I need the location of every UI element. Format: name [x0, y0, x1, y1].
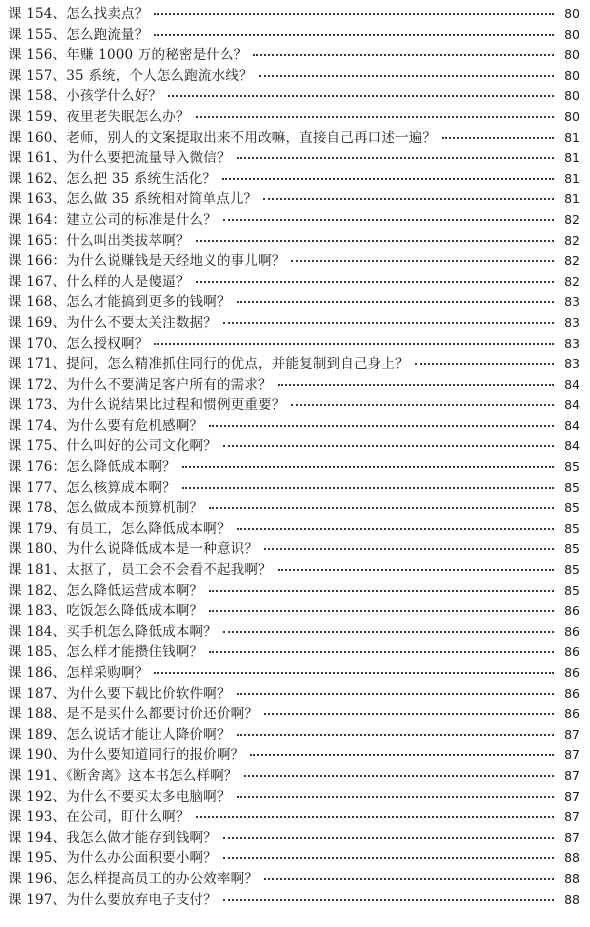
- toc-entry: [8, 416, 580, 437]
- toc-entry-title: 课 156、年赚 1000 万的秘密是什么？: [8, 47, 248, 64]
- toc-entry-title: 课 160、老师，别人的文案提取出来不用改嘛，直接自己再口述一遍？: [8, 129, 437, 146]
- dot-leader: [244, 774, 554, 777]
- toc-entry-title: 课 170、怎么授权啊？: [8, 335, 149, 352]
- dot-leader: [222, 177, 554, 180]
- toc-entry-title: 课 174、为什么要有危机感啊？: [8, 417, 204, 434]
- toc-entry-title: 课 182、怎么降低运营成本啊？: [8, 582, 204, 599]
- toc-entry: [8, 231, 580, 252]
- toc-entry-page-number: 81: [564, 150, 580, 166]
- toc-entry-title: 课 175、什么叫好的公司文化啊？: [8, 438, 217, 455]
- dot-leader: [209, 589, 554, 592]
- toc-entry-title: 课 194、我怎么做才能存到钱啊？: [8, 829, 217, 846]
- dot-leader: [264, 712, 554, 715]
- toc-entry: [8, 663, 580, 684]
- toc-entry: [8, 45, 580, 66]
- dot-leader: [253, 53, 554, 56]
- toc-entry-page-number: 87: [564, 767, 580, 783]
- toc-entry: [8, 210, 580, 231]
- dot-leader: [154, 671, 554, 674]
- toc-entry-page-number: 86: [564, 685, 580, 701]
- dot-leader: [223, 856, 554, 859]
- dot-leader: [259, 74, 554, 77]
- toc-entry: [8, 251, 580, 272]
- toc-entry-page-number: 85: [564, 479, 580, 495]
- dot-leader: [250, 753, 554, 756]
- toc-entry-page-number: 87: [564, 747, 580, 763]
- dot-leader: [264, 547, 554, 550]
- toc-entry-page-number: 83: [564, 294, 580, 310]
- dot-leader: [209, 650, 554, 653]
- toc-entry-page-number: 84: [564, 397, 580, 413]
- dot-leader: [415, 362, 554, 365]
- dot-leader: [223, 444, 554, 447]
- toc-entry-page-number: 83: [564, 335, 580, 351]
- toc-entry-title: 课 185、怎么样才能攒住钱啊？: [8, 644, 204, 661]
- toc-entry-page-number: 87: [564, 829, 580, 845]
- table-of-contents: [8, 4, 580, 910]
- dot-leader: [237, 300, 554, 303]
- toc-entry-page-number: 82: [564, 253, 580, 269]
- toc-entry: [8, 622, 580, 643]
- toc-entry: [8, 787, 580, 808]
- toc-entry: [8, 498, 580, 519]
- toc-entry-page-number: 86: [564, 603, 580, 619]
- dot-leader: [264, 877, 554, 880]
- toc-entry-title: 课 159、夜里老失眠怎么办？: [8, 108, 190, 125]
- toc-entry-title: 课 179、有员工，怎么降低成本啊？: [8, 520, 231, 537]
- toc-entry-title: 课 193、在公司，盯什么啊？: [8, 809, 190, 826]
- toc-entry-page-number: 86: [564, 623, 580, 639]
- toc-entry: [8, 704, 580, 725]
- toc-entry: [8, 560, 580, 581]
- dot-leader: [154, 12, 554, 15]
- dot-leader: [209, 506, 554, 509]
- toc-entry: [8, 519, 580, 540]
- dot-leader: [154, 33, 554, 36]
- toc-entry-title: 课 167、什么样的人是傻逼？: [8, 273, 190, 290]
- toc-entry-page-number: 82: [564, 211, 580, 227]
- toc-entry-title: 课 188、是不是买什么都要讨价还价啊？: [8, 706, 259, 723]
- dot-leader: [196, 280, 554, 283]
- toc-entry: [8, 86, 580, 107]
- toc-entry: [8, 375, 580, 396]
- toc-entry: [8, 848, 580, 869]
- toc-entry-title: 课 190、为什么要知道同行的报价啊？: [8, 747, 245, 764]
- toc-entry-page-number: 84: [564, 438, 580, 454]
- dot-leader: [278, 383, 554, 386]
- toc-entry-title: 课 183、吃饭怎么降低成本啊？: [8, 603, 204, 620]
- toc-entry-title: 课 169、为什么不要太关注数据？: [8, 314, 217, 331]
- toc-entry-page-number: 84: [564, 376, 580, 392]
- toc-entry: [8, 642, 580, 663]
- dot-leader: [209, 424, 554, 427]
- toc-entry-title: 课 177、怎么核算成本啊？: [8, 479, 176, 496]
- dot-leader: [291, 403, 554, 406]
- toc-entry-title: 课 155、怎么跑流量？: [8, 26, 149, 43]
- toc-entry-page-number: 88: [564, 850, 580, 866]
- toc-entry: [8, 890, 580, 911]
- toc-entry: [8, 66, 580, 87]
- dot-leader: [223, 218, 554, 221]
- toc-entry-title: 课 187、为什么要下载比价软件啊？: [8, 685, 231, 702]
- toc-entry: [8, 189, 580, 210]
- toc-entry-page-number: 81: [564, 129, 580, 145]
- toc-entry-title: 课 196、怎么样提高员工的办公效率啊？: [8, 870, 259, 887]
- toc-entry-page-number: 85: [564, 500, 580, 516]
- toc-entry-page-number: 80: [564, 47, 580, 63]
- dot-leader: [168, 94, 554, 97]
- toc-entry-page-number: 84: [564, 417, 580, 433]
- toc-entry-page-number: 85: [564, 562, 580, 578]
- toc-entry: [8, 354, 580, 375]
- toc-entry-page-number: 83: [564, 356, 580, 372]
- toc-entry-title: 课 184、买手机怎么降低成本啊？: [8, 623, 217, 640]
- toc-entry: [8, 334, 580, 355]
- toc-entry: [8, 684, 580, 705]
- dot-leader: [291, 259, 554, 262]
- toc-entry-title: 课 191、《断舍离》这本书怎么样啊？: [8, 767, 238, 784]
- toc-entry-page-number: 81: [564, 191, 580, 207]
- toc-entry: [8, 292, 580, 313]
- toc-entry-title: 课 172、为什么不要满足客户所有的需求？: [8, 376, 272, 393]
- toc-entry-title: 课 164：建立公司的标准是什么？: [8, 211, 217, 228]
- toc-entry-title: 课 163、怎么做 35 系统相对简单点儿？: [8, 191, 258, 208]
- toc-entry-page-number: 80: [564, 6, 580, 21]
- toc-entry: [8, 395, 580, 416]
- dot-leader: [237, 733, 554, 736]
- toc-entry-title: 课 195、为什么办公面积要小啊？: [8, 850, 217, 867]
- toc-entry-page-number: 85: [564, 582, 580, 598]
- toc-entry: [8, 313, 580, 334]
- toc-entry: [8, 25, 580, 46]
- toc-entry-page-number: 88: [564, 870, 580, 886]
- dot-leader: [223, 836, 554, 839]
- dot-leader: [223, 898, 554, 901]
- toc-entry-title: 课 197、为什么要放弃电子支付？: [8, 891, 217, 908]
- toc-entry-page-number: 83: [564, 314, 580, 330]
- dot-leader: [196, 815, 554, 818]
- toc-entry-title: 课 162、怎么把 35 系统生活化？: [8, 170, 217, 187]
- toc-entry-page-number: 87: [564, 809, 580, 825]
- toc-entry-title: 课 176：怎么降低成本啊？: [8, 459, 176, 476]
- toc-entry: [8, 478, 580, 499]
- dot-leader: [182, 486, 554, 489]
- toc-entry-title: 课 166：为什么说赚钱是天经地义的事儿啊？: [8, 253, 286, 270]
- toc-entry-page-number: 80: [564, 88, 580, 104]
- toc-entry-title: 课 168、怎么才能搞到更多的钱啊？: [8, 294, 231, 311]
- toc-entry-page-number: 80: [564, 26, 580, 42]
- toc-entry-title: 课 189、怎么说话才能让人降价啊？: [8, 726, 231, 743]
- toc-entry-title: 课 165：什么叫出类拔萃啊？: [8, 232, 190, 249]
- toc-entry-title: 课 180、为什么说降低成本是一种意识？: [8, 541, 259, 558]
- toc-entry-page-number: 82: [564, 273, 580, 289]
- toc-entry-page-number: 85: [564, 520, 580, 536]
- dot-leader: [237, 692, 554, 695]
- dot-leader: [223, 321, 554, 324]
- toc-entry-page-number: 82: [564, 232, 580, 248]
- toc-entry: [8, 539, 580, 560]
- toc-entry: [8, 169, 580, 190]
- dot-leader: [154, 342, 554, 345]
- toc-entry-title: 课 154、怎么找卖点？: [8, 6, 149, 22]
- dot-leader: [237, 527, 554, 530]
- toc-entry: [8, 766, 580, 787]
- toc-entry-page-number: 87: [564, 788, 580, 804]
- toc-entry-page-number: 85: [564, 459, 580, 475]
- toc-entry-page-number: 87: [564, 726, 580, 742]
- dot-leader: [263, 197, 554, 200]
- toc-entry: [8, 807, 580, 828]
- toc-entry-title: 课 157、35 系统，个人怎么跑流水线？: [8, 67, 253, 84]
- dot-leader: [442, 136, 554, 139]
- dot-leader: [196, 115, 554, 118]
- toc-entry-page-number: 85: [564, 541, 580, 557]
- toc-entry: [8, 148, 580, 169]
- toc-entry-page-number: 80: [564, 108, 580, 124]
- dot-leader: [209, 609, 554, 612]
- dot-leader: [237, 156, 554, 159]
- toc-entry: [8, 725, 580, 746]
- toc-entry-title: 课 181、太抠了，员工会不会看不起我啊？: [8, 562, 272, 579]
- toc-entry: [8, 828, 580, 849]
- toc-entry: [8, 272, 580, 293]
- toc-entry-title: 课 171、提问，怎么精准抓住同行的优点，并能复制到自己身上？: [8, 356, 409, 373]
- toc-entry: [8, 869, 580, 890]
- toc-entry-title: 课 178、怎么做成本预算机制？: [8, 500, 204, 517]
- dot-leader: [278, 568, 554, 571]
- toc-entry-page-number: 86: [564, 665, 580, 680]
- dot-leader: [196, 239, 554, 242]
- toc-entry-title: 课 158、小孩学什么好？: [8, 88, 163, 105]
- toc-entry: [8, 457, 580, 478]
- toc-entry-title: 课 192、为什么不要买太多电脑啊？: [8, 788, 231, 805]
- dot-leader: [223, 630, 554, 633]
- toc-entry: [8, 601, 580, 622]
- toc-entry: [8, 4, 580, 25]
- toc-entry: [8, 745, 580, 766]
- toc-entry: [8, 581, 580, 602]
- toc-entry-title: 课 173、为什么说结果比过程和惯例更重要？: [8, 397, 286, 414]
- toc-entry-title: 课 161、为什么要把流量导入微信？: [8, 150, 231, 167]
- toc-entry-page-number: 81: [564, 170, 580, 186]
- dot-leader: [237, 795, 554, 798]
- toc-entry: [8, 128, 580, 149]
- toc-entry-page-number: 88: [564, 891, 580, 907]
- toc-entry-page-number: 86: [564, 706, 580, 722]
- toc-entry-page-number: 86: [564, 644, 580, 660]
- dot-leader: [182, 465, 554, 468]
- toc-entry-page-number: 80: [564, 67, 580, 83]
- toc-entry: [8, 107, 580, 128]
- toc-entry: [8, 436, 580, 457]
- toc-entry-title: 课 186、怎样采购啊？: [8, 665, 149, 681]
